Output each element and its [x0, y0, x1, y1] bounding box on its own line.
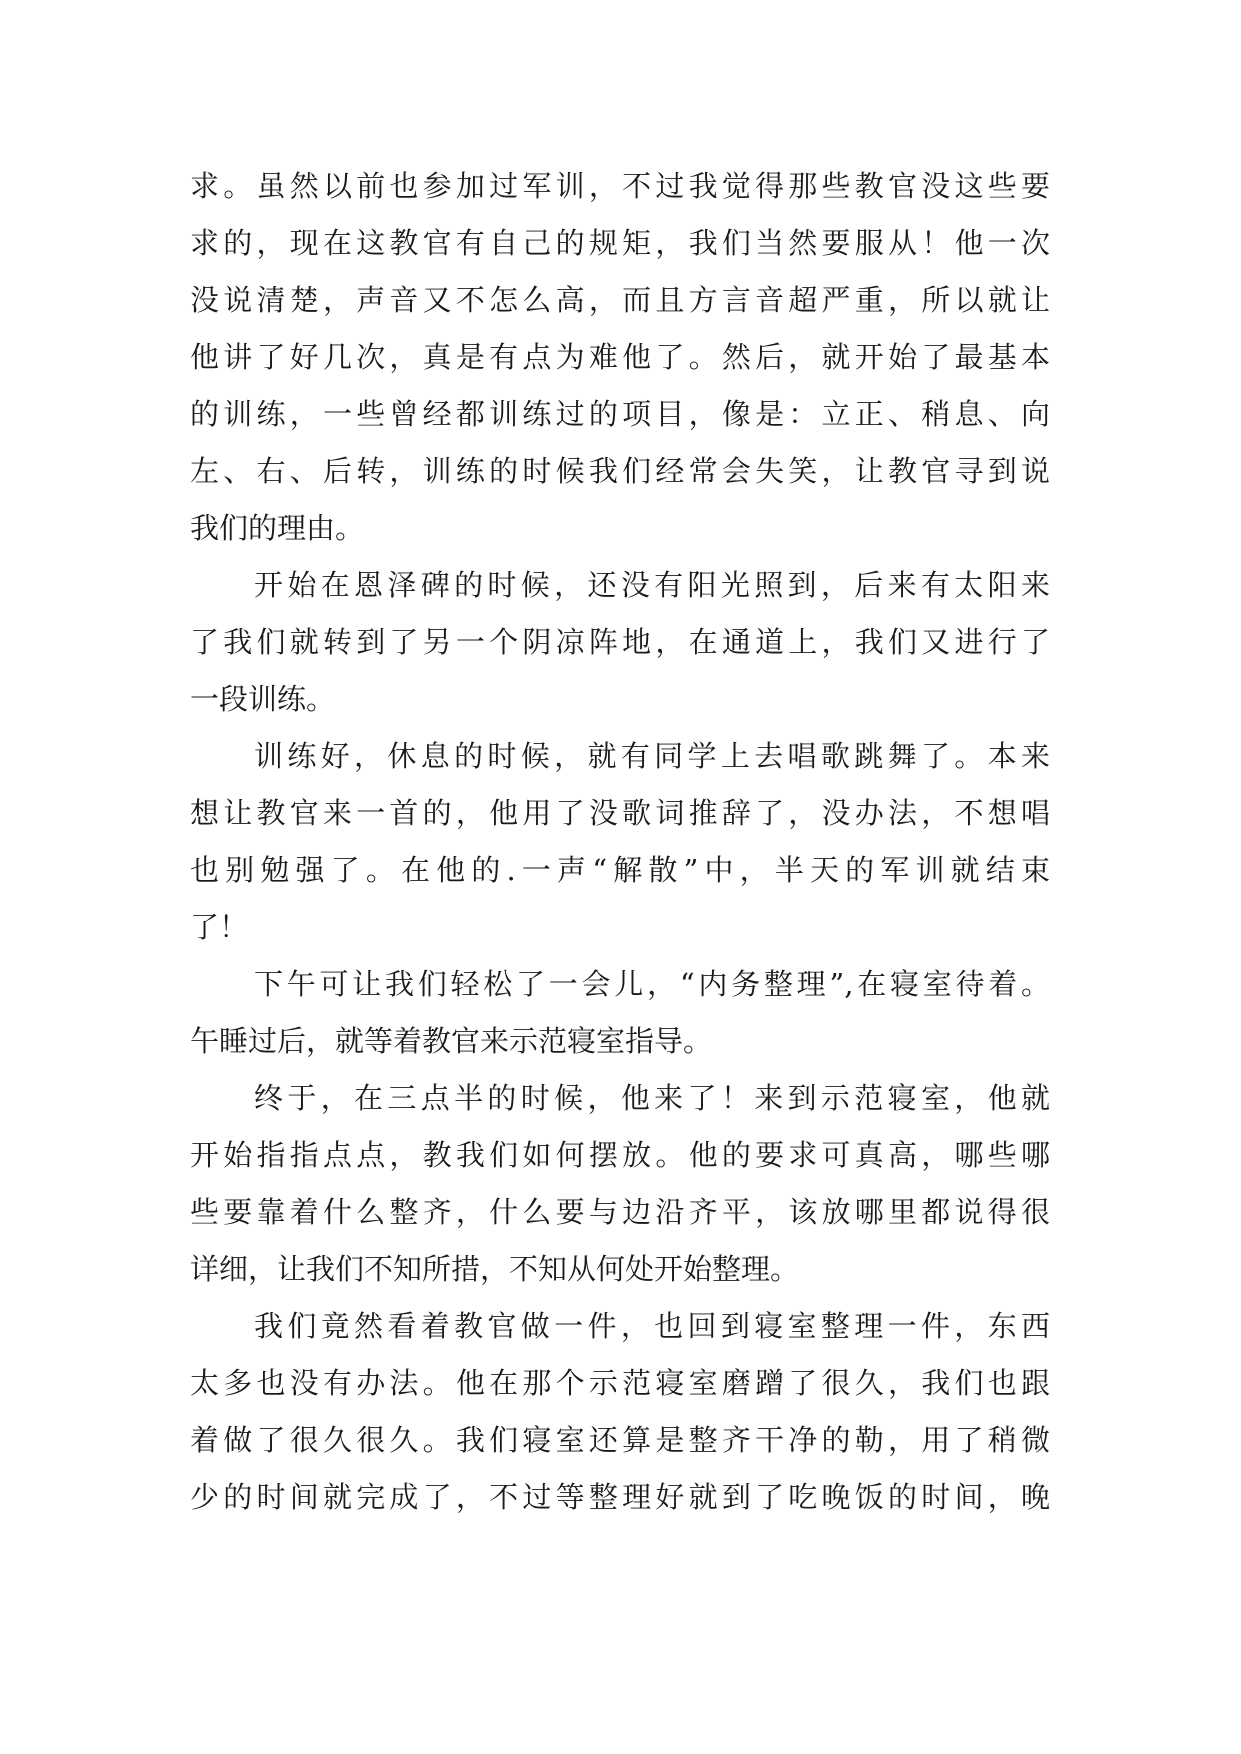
text-line: 了我们就转到了另一个阴凉阵地，在通道上，我们又进行了	[190, 625, 1050, 659]
text-line: 训练好，休息的时候，就有同学上去唱歌跳舞了。本来	[254, 739, 1050, 773]
text-line: 想让教官来一首的，他用了没歌词推辞了，没办法，不想唱	[190, 796, 1050, 830]
text-line: 开始指指点点，教我们如何摆放。他的要求可真高，哪些哪	[190, 1138, 1050, 1172]
text-line: 求。虽然以前也参加过军训，不过我觉得那些教官没这些要	[190, 169, 1050, 203]
text-line: 些要靠着什么整齐，什么要与边沿齐平，该放哪里都说得很	[190, 1195, 1050, 1229]
text-line: 着做了很久很久。我们寝室还算是整齐干净的勒，用了稍微	[190, 1423, 1050, 1457]
text-line: 终于，在三点半的时候，他来了！来到示范寝室，他就	[254, 1081, 1050, 1115]
text-line: 求的，现在这教官有自己的规矩，我们当然要服从！他一次	[190, 226, 1050, 260]
text-line: 我们竟然看着教官做一件，也回到寝室整理一件，东西	[254, 1309, 1050, 1343]
text-line: 太多也没有办法。他在那个示范寝室磨蹭了很久，我们也跟	[190, 1366, 1050, 1400]
text-line: 少的时间就完成了，不过等整理好就到了吃晚饭的时间，晚	[190, 1480, 1050, 1514]
body-text	[190, 158, 1050, 1526]
text-line: 了！	[190, 910, 249, 944]
text-line: 详细，让我们不知所措，不知从何处开始整理。	[190, 1252, 800, 1286]
text-line: 左、右、后转，训练的时候我们经常会失笑，让教官寻到说	[190, 454, 1050, 488]
text-line: 也别勉强了。在他的.一声“解散”中，半天的军训就结束	[190, 853, 1050, 887]
text-line: 的训练，一些曾经都训练过的项目，像是：立正、稍息、向	[190, 397, 1050, 431]
text-line: 他讲了好几次，真是有点为难他了。然后，就开始了最基本	[190, 340, 1050, 374]
text-line: 我们的理由。	[190, 511, 365, 545]
text-line: 开始在恩泽碑的时候，还没有阳光照到，后来有太阳来	[254, 568, 1050, 602]
text-line: 午睡过后，就等着教官来示范寝室指导。	[190, 1024, 713, 1058]
text-line: 一段训练。	[190, 682, 336, 716]
text-line: 下午可让我们轻松了一会儿，“内务整理”,在寝室待着。	[254, 967, 1050, 1001]
text-line: 没说清楚，声音又不怎么高，而且方言音超严重，所以就让	[190, 283, 1050, 317]
